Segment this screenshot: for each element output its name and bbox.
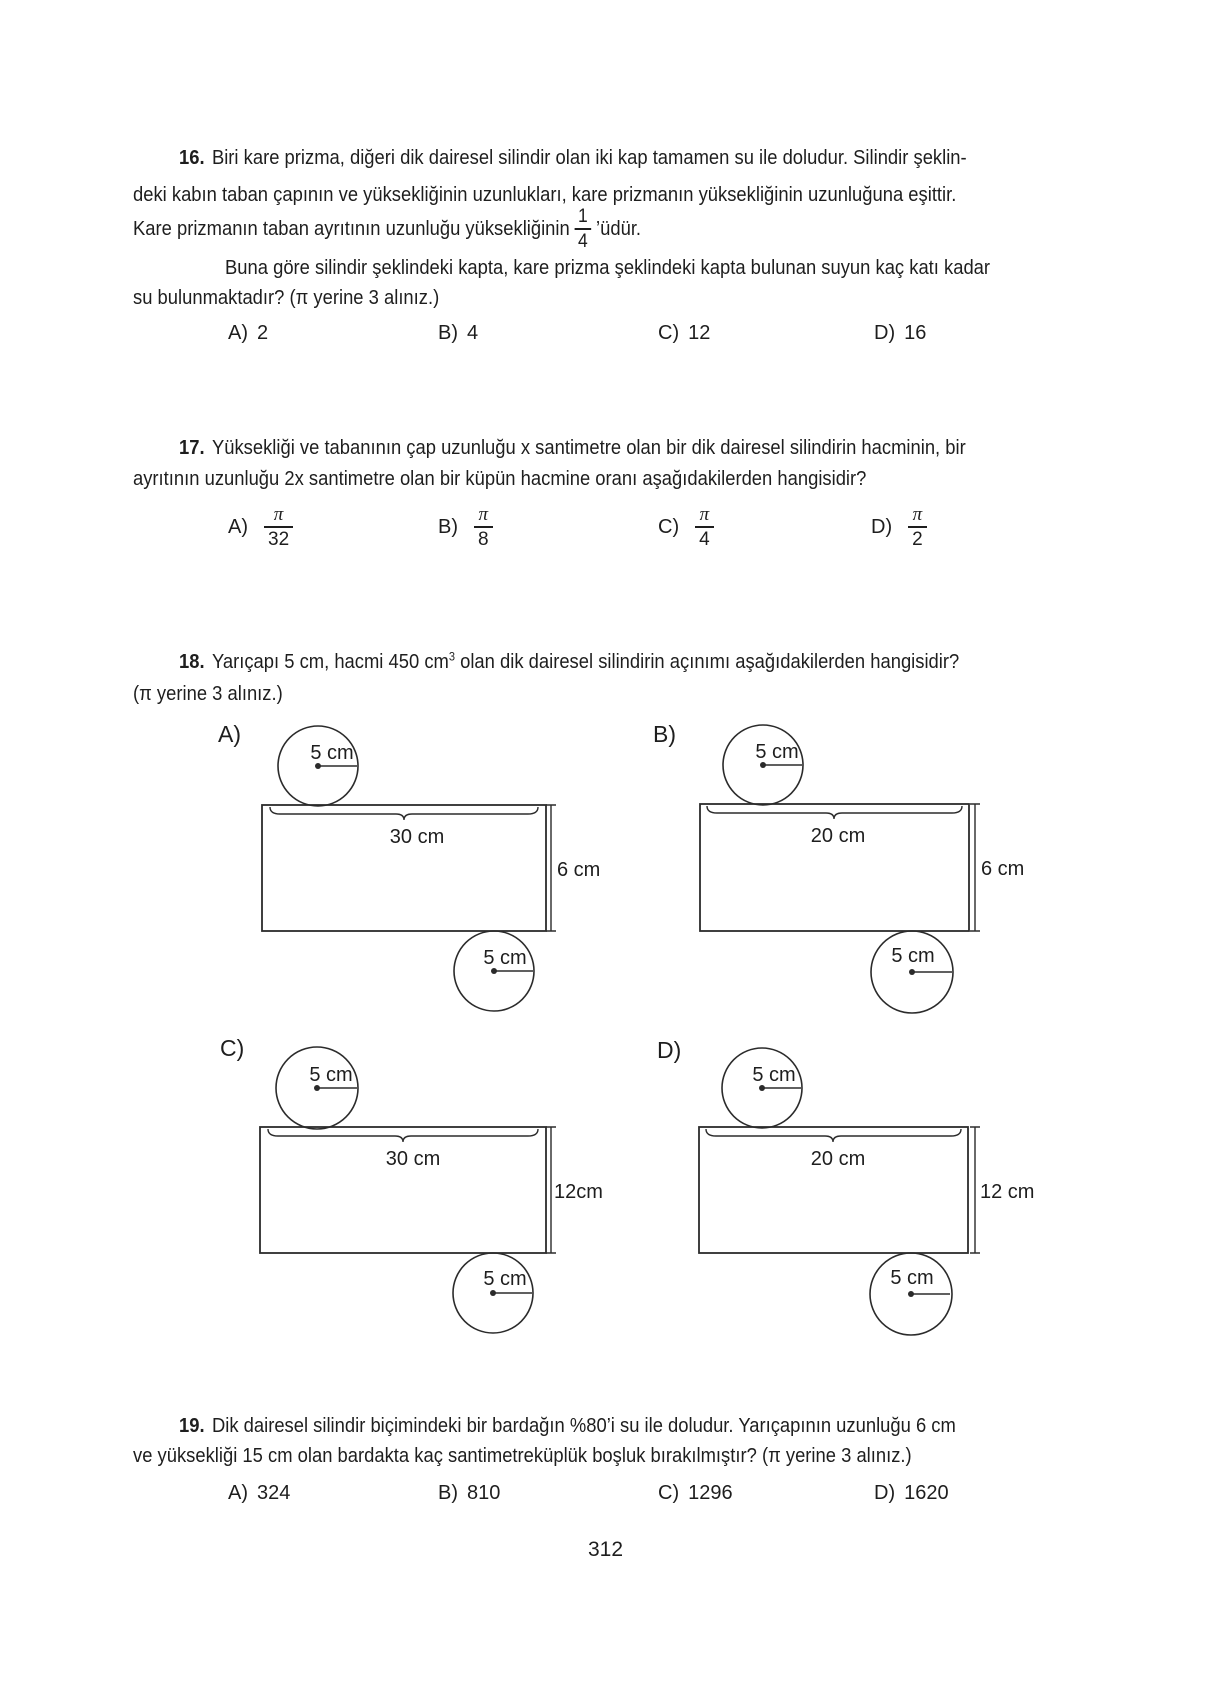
net-b-width-label: 20 cm — [810, 825, 866, 847]
net-a-top-radius-label: 5 cm — [310, 742, 354, 764]
net-b-bottom-radius-label: 5 cm — [891, 945, 935, 967]
net-a-width-brace — [270, 807, 538, 820]
q16-line-2: deki kabın taban çapının ve yüksekliğinin uzunlukları, kare prizmanın yüksekliğinin uzunluğuna eşittir. — [133, 184, 957, 206]
superscript-3: 3 — [448, 649, 455, 664]
q17-line-2: ayrıtının uzunluğu 2x santimetre olan bir küpün hacmine oranı aşağıdakilerden hangisidir? — [133, 468, 867, 490]
q16-line-3: Kare prizmanın taban ayrıtının uzunluğu yüksekliğinin $\frac{1}{4}$ ’üdür. — [133, 206, 642, 252]
net-d-rect — [699, 1127, 968, 1253]
q16-line-5: su bulunmaktadır? (π yerine 3 alınız.) — [133, 287, 440, 309]
net-c-bottom-radius-label: 5 cm — [483, 1268, 527, 1290]
q17-option-d: D) $\frac{\pi}{2}$ — [871, 504, 932, 550]
q16-fraction: $\frac{1}{4}$ — [574, 206, 591, 252]
net-d-width-label: 20 cm — [810, 1148, 866, 1170]
net-d-bottom-radius-label: 5 cm — [890, 1267, 934, 1289]
q19-number: 19. — [179, 1415, 205, 1437]
q18-number: 18. — [179, 651, 205, 673]
net-a-letter: A) — [218, 721, 241, 747]
q17-option-c: C) $\frac{\pi}{4}$ — [658, 504, 719, 550]
net-b-width-brace — [707, 806, 962, 819]
q19-option-a: A) 324 — [228, 1482, 291, 1504]
q17-option-b: B) $\frac{\pi}{8}$ — [438, 504, 498, 550]
net-a-group — [218, 721, 600, 1011]
q18-line-1: 18. Yarıçapı 5 cm, hacmi 450 $cm^3$ olan dik dairesel silindirin açınımı aşağıdakilerden hangisidir? — [179, 649, 960, 673]
net-d-height-label: 12 cm — [980, 1181, 1035, 1203]
q19-line-1: 19. Dik dairesel silindir biçimindeki bir bardağın %80’i su ile doludur. Yarıçapının uzunluğu 6 cm — [179, 1415, 956, 1437]
pi-symbol: π — [699, 504, 710, 525]
q19-option-c: C) 1296 — [658, 1482, 733, 1504]
q16-line-4: Buna göre silindir şeklindeki kapta, kare prizma şeklindeki kapta bulunan suyun kaç katı kadar — [225, 257, 991, 279]
pi-symbol: π — [478, 504, 489, 525]
q16-option-d: D) 16 — [874, 322, 927, 344]
q16-option-b: B) 4 — [438, 322, 479, 344]
net-c-letter: C) — [220, 1035, 245, 1061]
q19-option-d: D) 1620 — [874, 1482, 949, 1504]
net-c-width-label: 30 cm — [385, 1148, 441, 1170]
net-a-bottom-radius-label: 5 cm — [483, 947, 527, 969]
net-c-group — [220, 1035, 603, 1333]
net-d-group — [657, 1037, 1034, 1335]
q16-line-1: 16. Biri kare prizma, diğeri dik dairesel silindir olan iki kap tamamen su ile doludur. Silindir şeklin- — [179, 147, 967, 169]
net-a-height-measure — [546, 805, 556, 931]
net-b-top-radius-label: 5 cm — [755, 741, 799, 763]
q19-line-2: ve yüksekliği 15 cm olan bardakta kaç santimetreküplük boşluk bırakılmıştır? (π yerine 3 alınız.) — [133, 1445, 912, 1467]
net-c-height-label: 12cm — [554, 1181, 603, 1203]
net-b-height-measure — [970, 804, 980, 931]
net-d-top-radius-label: 5 cm — [752, 1064, 796, 1086]
q17-number: 17. — [179, 437, 205, 459]
pi-symbol: π — [273, 504, 284, 525]
q18-line-2: (π yerine 3 alınız.) — [133, 683, 283, 705]
q16-option-a: A) 2 — [228, 322, 269, 344]
net-b-rect — [700, 804, 969, 931]
q16-option-c: C) 12 — [658, 322, 711, 344]
net-d-height-measure — [970, 1127, 980, 1253]
q16-number: 16. — [179, 147, 205, 169]
net-c-top-radius-label: 5 cm — [309, 1064, 353, 1086]
net-b-group — [653, 721, 1024, 1013]
net-b-height-label: 6 cm — [981, 858, 1025, 880]
net-a-rect — [262, 805, 546, 931]
net-b-letter: B) — [653, 721, 676, 747]
q17-option-a: A) $\frac{\pi}{32}$ — [228, 504, 298, 550]
net-a-width-label: 30 cm — [389, 826, 445, 848]
q17-line-1: 17. Yüksekliği ve tabanının çap uzunluğu x santimetre olan bir dik dairesel silindirin hacminin, bir — [179, 437, 966, 459]
cylinder-net-diagrams — [180, 690, 1060, 1360]
net-c-width-brace — [268, 1129, 538, 1142]
net-a-height-label: 6 cm — [557, 859, 601, 881]
net-d-letter: D) — [657, 1037, 682, 1063]
net-d-width-brace — [706, 1129, 961, 1142]
page-number: 312 — [587, 1538, 624, 1561]
net-c-rect — [260, 1127, 546, 1253]
q19-option-b: B) 810 — [438, 1482, 501, 1504]
pi-symbol: π — [912, 504, 923, 525]
